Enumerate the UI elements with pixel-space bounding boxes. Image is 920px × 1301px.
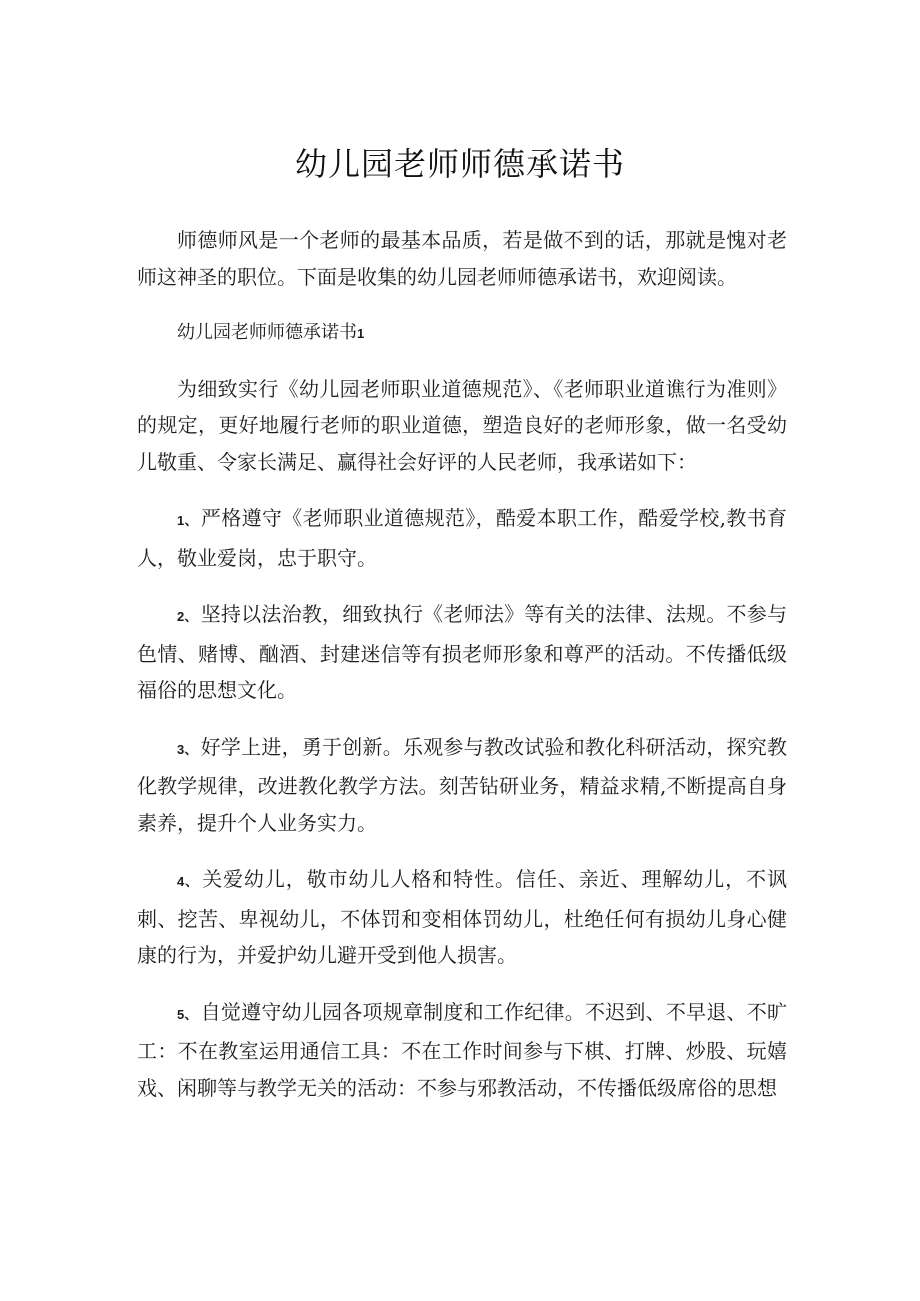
section-heading-text: 幼儿园老师师德承诺书: [177, 322, 357, 343]
pledge-item: [137, 861, 787, 974]
section-intro-paragraph: 为细致实行《幼儿园老师职业道德规范》、《老师职业道谯行为准则》的规定，更好地履行老师的职业道德，塑造良好的老师形象，做一名受幼儿敬重、令家长满足、赢得社会好评的人民老师，我承诺如下：: [137, 376, 787, 474]
pledge-item-text: 严格遵守《老师职业道德规范》，酷爱本职工作，酷爱学校,教书育人，敬业爱岗，忠于职守。: [137, 506, 787, 570]
pledge-item-text: 好学上进，勇于创新。乐观参与教改试验和教化科研活动，探究教化教学规律，改进教化教学方法。刻苦钻研业务，精益求精,不断提高自身素养，提升个人业务实力。: [137, 734, 788, 835]
document-body: [137, 222, 787, 1126]
pledge-item-text: 坚持以法治教，细致执行《老师法》等有关的法律、法规。不参与色情、赌博、酗酒、封建迷信等有损老师形象和尊严的活动。不传播低级福俗的思想文化。: [137, 602, 788, 702]
intro-paragraph: 师德师风是一个老师的最基本品质，若是做不到的话，那就是愧对老师这神圣的职位。下面是收集的幼儿园老师师德承诺书，欢迎阅读。: [137, 228, 787, 289]
pledge-item: [137, 994, 787, 1107]
document-title: 幼儿园老师师德承诺书: [294, 145, 625, 183]
pledge-item-number: 3、: [177, 741, 198, 757]
pledge-item-text: 自觉遵守幼儿园各项规章制度和工作纪律。不迟到、不早退、不旷工：不在教室运用通信工具：不在工作时间参与下棋、打牌、炒股、玩嬉戏、闲聊等与教学无关的活动：不参与邪教活动，不传播低级席俗的思想: [137, 999, 788, 1100]
section-heading-number: 1: [357, 326, 365, 341]
pledge-item: [137, 596, 787, 709]
pledge-item-number: 1、: [177, 513, 198, 528]
pledge-item: [137, 729, 787, 842]
pledge-item-number: 2、: [177, 609, 198, 624]
pledge-item-text: 关爱幼儿，敬市幼儿人格和特性。信任、亲近、理解幼儿，不讽刺、挖苦、卑视幼儿，不体罚和变相体罚幼儿，杜绝任何有损幼儿身心健康的行为，并爱护幼儿避开受到他人损害。: [137, 867, 787, 967]
pledge-item-number: 5、: [177, 1006, 198, 1022]
section-heading: [137, 315, 787, 353]
pledge-item-number: 4、: [177, 874, 200, 889]
pledge-item: [137, 500, 787, 576]
